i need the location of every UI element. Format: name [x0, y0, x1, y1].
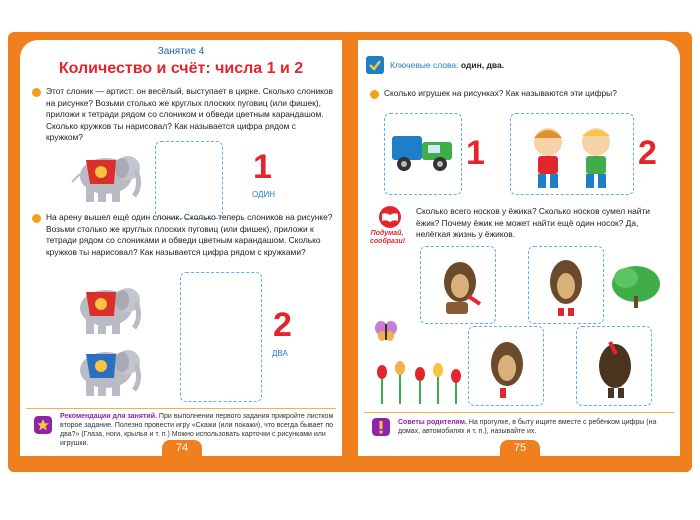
butterfly-icon — [374, 320, 398, 342]
elephant-illustration — [64, 278, 144, 340]
keywords-value: один, два. — [460, 60, 505, 70]
bush-illustration — [608, 260, 664, 310]
parents-block — [398, 418, 674, 436]
elephant-illustration — [64, 340, 144, 402]
toy-truck-illustration — [388, 128, 460, 178]
right-numeral-one: 1 — [466, 134, 485, 172]
word-one: ОДИН — [252, 190, 275, 199]
numeral-two: 2 — [273, 306, 292, 344]
book-spine — [342, 40, 358, 472]
hedgehog-illustration — [586, 332, 644, 400]
right-numeral-two: 2 — [638, 134, 657, 172]
left-page — [20, 40, 342, 456]
open-book-icon — [376, 206, 404, 228]
star-icon — [34, 416, 52, 434]
keywords-line — [390, 60, 504, 70]
task2-text: На арену вышел ещё один слоник. Сколько теперь слоников на рисунке? Возьми столько же круглых плоских пуговиц (или фишек), приложи к тетради рядом со слониками и обведи цветным карандашом. Сколько кружков ты нарисовал? Как называется цифра рядом с кружками? — [46, 212, 333, 257]
word-two: ДВА — [272, 349, 288, 358]
numeral-one: 1 — [253, 148, 272, 186]
keywords-label: Ключевые слова: — [390, 60, 459, 70]
parents-heading: Советы родителям. — [398, 419, 467, 426]
tulips-illustration — [372, 360, 468, 404]
think-badge: Подумай, сообрази! — [370, 230, 406, 245]
parents-text: На прогулке, в быту ищите вместе с ребёнком цифры (на домах, автомобилях и т. п.), называйте их. — [398, 419, 657, 435]
hedgehog-illustration — [538, 252, 594, 318]
recommendation-heading: Рекомендации для занятий. — [60, 413, 157, 420]
lesson-label: Занятие 4 — [157, 46, 205, 57]
info-divider — [364, 412, 674, 413]
elephant-illustration — [64, 146, 144, 208]
exclamation-icon — [372, 418, 390, 436]
task-bullet-icon — [32, 88, 41, 97]
page-number: 74 — [162, 440, 202, 456]
right-page — [358, 40, 680, 456]
hedgehog-illustration — [428, 252, 490, 318]
task1-text: Этот слоник — артист: он весёлый, выступает в цирке. Сколько слоников на рисунке? Возьми столько же круглых плоских пуговиц (или фишек), приложи к тетради рядом со слоником и обведи цветным карандашом. Сколько кружков ты нарисовал? Как называется цифра рядом с кружком? — [46, 86, 334, 142]
question2-text: Сколько всего носков у ёжика? Сколько носков сумел найти ёжик? Почему ёжик не может найти ещё один носок? Да, нелёгкая жизнь у ёжиков. — [416, 206, 650, 239]
checkmark-icon — [366, 56, 384, 74]
drawing-box-2[interactable] — [180, 272, 262, 402]
question1-text: Сколько игрушек на рисунках? Как называются эти цифры? — [384, 88, 617, 98]
two-children-illustration — [518, 120, 628, 192]
page-number: 75 — [500, 440, 540, 456]
info-divider — [26, 408, 336, 409]
drawing-box-1[interactable] — [155, 141, 223, 219]
task-bullet-icon — [370, 90, 379, 99]
lesson-title: Количество и счёт: числа 1 и 2 — [58, 60, 304, 77]
task-bullet-icon — [32, 214, 41, 223]
hedgehog-illustration — [478, 332, 536, 400]
recommendation-text: При выполнении первого задания прикройте листком второе задание. Полезно провести игру «Скажи (или покажи), что всегда бывает по два?» (Глаза, ноги, крылья и т. п.) Можно использовать карточки с рисунками или игрушки. — [60, 413, 334, 447]
